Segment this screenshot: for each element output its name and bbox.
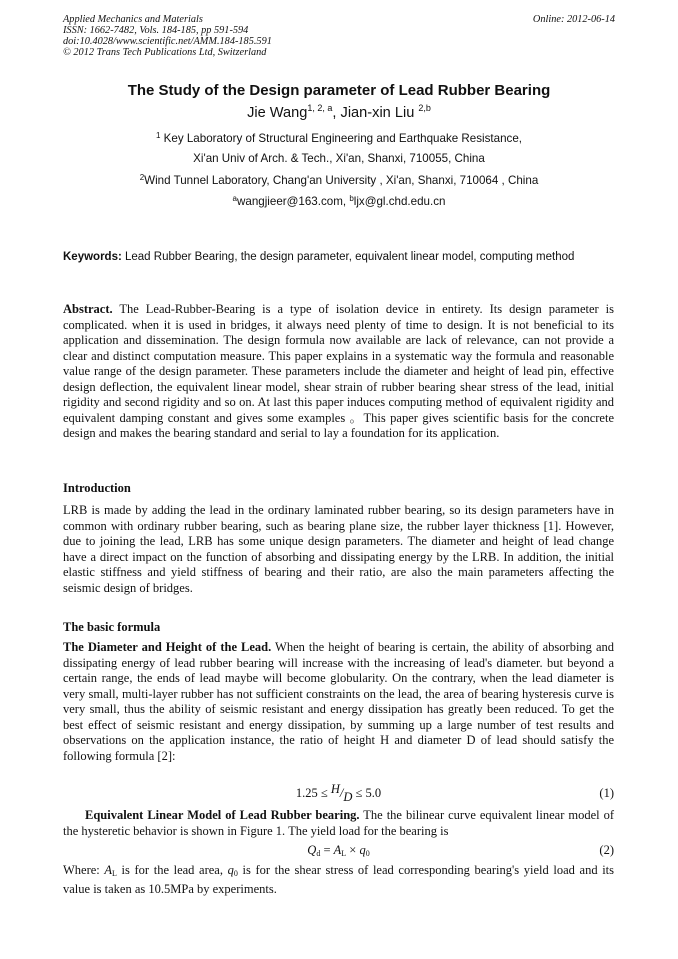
where-a: A — [104, 863, 113, 877]
online-date: Online: 2012-06-14 — [532, 14, 615, 25]
eq1-numerator: H — [330, 782, 340, 796]
eq2-qq: q — [359, 843, 366, 857]
eq1-fraction — [330, 782, 353, 804]
affiliation-2-text: Wind Tunnel Laboratory, Chang'an University , Xi'an, Shanxi, 710064 , China — [144, 174, 539, 187]
paper-title: The Study of the Design parameter of Lead Rubber Bearing — [127, 82, 551, 99]
equation-2-number: (2) — [599, 843, 614, 857]
affiliation-1 — [40, 131, 638, 145]
eq1-right: ≤ 5.0 — [352, 786, 382, 800]
email-line — [40, 194, 638, 208]
equivalent-model-text: The the bilinear curve equivalent linear model of the hysteretic behavior is shown in Figure 1. The yield load for the bearing is — [63, 808, 615, 838]
where-label: Where: — [63, 863, 105, 877]
email-b: ljx@gl.chd.edu.cn — [353, 195, 446, 208]
equation-1 — [63, 782, 614, 806]
doi-line: doi:10.4028/www.scientific.net/AMM.184-185.591 — [63, 36, 272, 47]
equation-1-number: (1) — [599, 786, 614, 800]
eq2-equals: = — [320, 843, 334, 857]
eq2-times: × — [346, 843, 360, 857]
journal-header — [63, 14, 483, 58]
email-a: wangjieer@163.com, — [237, 195, 350, 208]
equation-2 — [63, 843, 614, 863]
eq2-q-sub: d — [316, 849, 321, 858]
affiliation-2-mark: 2 — [139, 173, 145, 182]
keywords-text: Lead Rubber Bearing, the design parameter, equivalent linear model, computing method — [121, 251, 575, 263]
eq1-left: 1.25 ≤ — [295, 786, 331, 800]
where-q-sub: 0 — [233, 869, 238, 878]
affiliation-1-mark: 1 — [155, 131, 161, 140]
where-text-2: is for the shear stress of lead corresponding bearing's yield load and its value is taken as 10.5MPa by experiments. — [63, 863, 615, 896]
eq2-a: A — [333, 843, 342, 857]
author-2: Jian-xin Liu — [340, 105, 419, 121]
author-2-affil: 2,b — [418, 103, 431, 113]
journal-name: Applied Mechanics and Materials — [63, 14, 203, 25]
introduction-paragraph: LRB is made by adding the lead in the ordinary laminated rubber bearing, so its design parameters have in common with ordinary rubber bearing, such as bearing plane size, the rubber layer thickness [1]. However, due to joining the lead, LRB has some unique design parameters. The diameter and height of lead change have a direct impact on the function of absorbing and dissipating energy by the LRB. In addition, the initial elastic stiffness and yield stiffness of bearing and their ratio, are also the main parameters affecting the seismic design of bridges. — [63, 503, 614, 595]
equivalent-model-label: Equivalent Linear Model of Lead Rubber bearing. — [85, 808, 360, 822]
keywords-label: Keywords: — [63, 251, 122, 263]
basic-formula-heading: The basic formula — [63, 620, 161, 634]
author-1-affil: 1, 2, a — [307, 103, 333, 113]
author-separator: , — [332, 105, 341, 121]
where-q: q — [227, 863, 234, 877]
equivalent-model-paragraph — [63, 808, 614, 839]
email-a-mark: a — [232, 194, 237, 203]
issn-line: ISSN: 1662-7482, Vols. 184-185, pp 591-594 — [63, 25, 249, 36]
abstract — [63, 302, 614, 442]
email-b-mark: b — [349, 194, 354, 203]
author-1: Jie Wang — [247, 105, 308, 121]
eq1-slash: / — [339, 786, 344, 800]
author-line — [40, 103, 638, 121]
eq2-qq-sub: 0 — [365, 849, 370, 858]
keywords — [63, 250, 614, 265]
equation-1-expression — [63, 782, 614, 804]
affiliation-1-address: Xi'an Univ of Arch. & Tech., Xi'an, Shanxi, 710055, China — [193, 152, 485, 165]
where-a-sub: L — [112, 869, 117, 878]
diameter-height-text: When the height of bearing is certain, the ability of absorbing and dissipating energy of lead rubber bearing will increase with the increasing of lead's diameter. but beyond a certain range, the ends of lead maybe will become globularity. On the contrary, when the lead diameter is very small, multi-layer rubber has not sufficient constraints on the lead, the area of bearing hysteresis curve is very small, thus the ability of seismic resistant and energy dissipation has greatly been reduced. To get the best effect of seismic resistant and energy dissipation, by summing up a large number of test results and observations on the application instance, the ratio of height H and diameter D of lead should satisfy the following formula [2]: — [63, 640, 614, 763]
indent — [63, 808, 85, 822]
eq1-denominator: D — [343, 790, 353, 804]
abstract-text: The Lead-Rubber-Bearing is a type of isolation device in entirety. Its design parameter is complicated. when it is used in bridges, it always need plenty of time to design. It is not beneficial to its application and dissemination. The design formula now available are lack of relevance, can not provide a clear and distinct computation measure. This paper explains in a systematic way the formula and reasonable value range of the design parameter. These parameters include the diameter and height of lead pin, effective design deflection, the equivalent linear model, shear strain of rubber bearing shear stress of the lead, initial rigidity and second rigidity and so on. At last this paper induces computing method of equivalent rigidity and equivalent damping constant and gives some examples 。This paper gives scientific basis for the concrete design and makes the bearing standard and serial to lay a foundation for its application. — [63, 302, 614, 440]
affiliation-1-line1: Key Laboratory of Structural Engineering and Earthquake Resistance, — [160, 132, 522, 145]
diameter-height-label: The Diameter and Height of the Lead. — [63, 640, 272, 654]
where-text-1: is for the lead area, — [116, 863, 228, 877]
abstract-label: Abstract. — [63, 302, 113, 316]
where-paragraph — [63, 863, 614, 897]
copyright-line: © 2012 Trans Tech Publications Ltd, Switzerland — [63, 47, 267, 58]
eq2-a-sub: L — [341, 849, 347, 858]
affiliation-2 — [40, 173, 638, 187]
eq2-q: Q — [307, 843, 317, 857]
diameter-height-paragraph — [63, 640, 614, 764]
introduction-heading: Introduction — [63, 481, 131, 495]
equation-2-expression — [63, 843, 614, 858]
